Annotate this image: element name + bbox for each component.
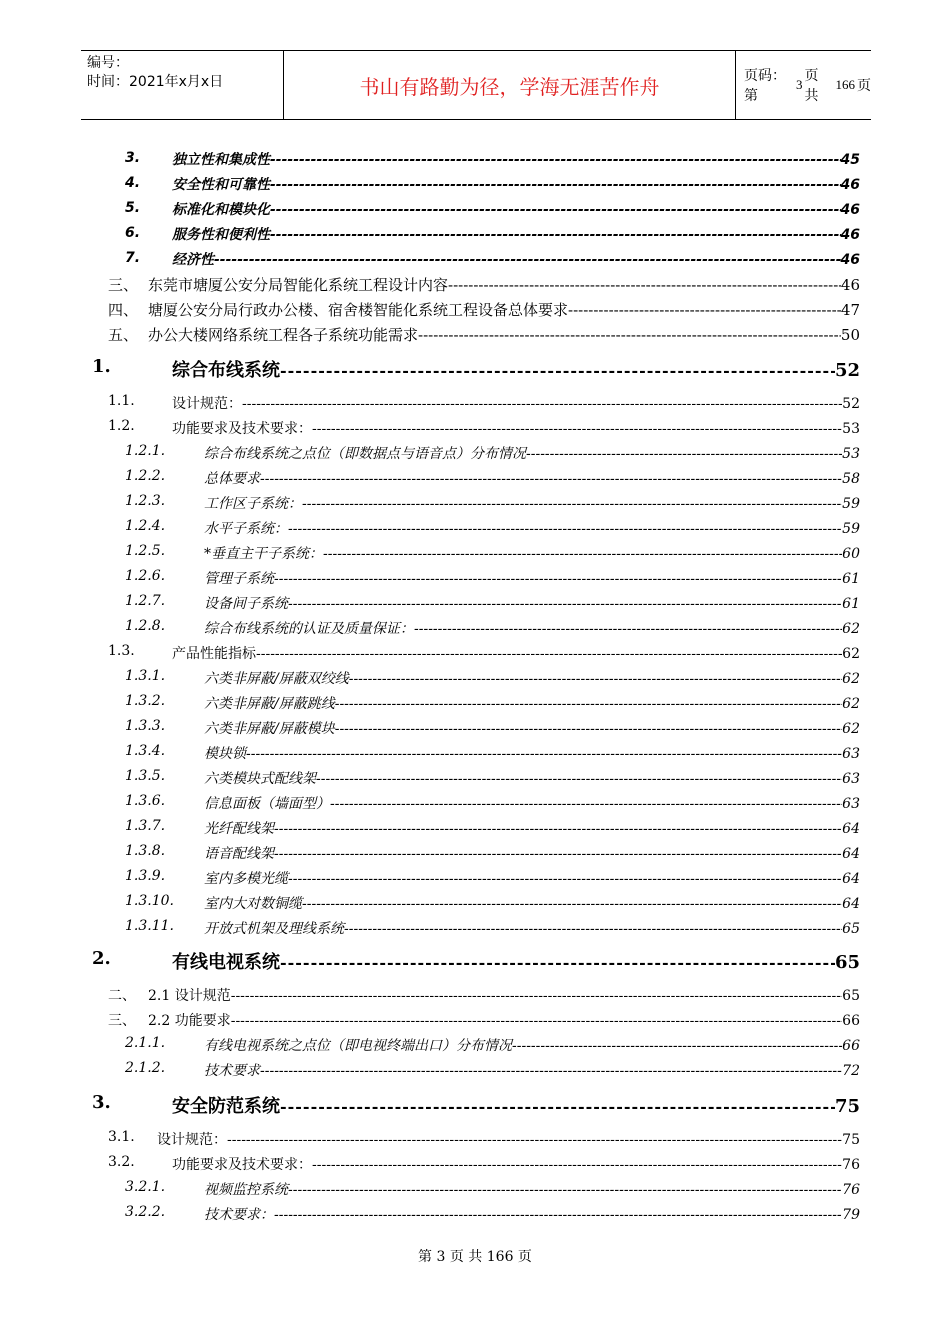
toc-entry[interactable] (0, 743, 950, 765)
toc-entry-page: 75 (834, 1096, 860, 1117)
toc-leader (316, 771, 842, 787)
toc-entry-number: 五、 (108, 326, 139, 344)
toc-entry-title: 总体要求 (204, 471, 260, 487)
toc-entry-line (204, 668, 860, 688)
toc-entry-title: 2.1 设计规范 (148, 988, 231, 1004)
toc-entry-page: 65 (834, 952, 860, 973)
toc-entry[interactable] (0, 1035, 950, 1057)
toc-entry-page: 62 (842, 696, 860, 712)
toc-entry-page: 62 (842, 671, 860, 687)
toc-entry-number: 1.3.1. (125, 668, 166, 684)
toc-entry-page: 61 (842, 596, 860, 612)
toc-leader (568, 301, 841, 319)
toc-entry-line (172, 199, 860, 219)
toc-leader (274, 821, 842, 837)
toc-entry[interactable] (0, 718, 950, 740)
toc-entry-title: 设计规范： (157, 1132, 227, 1148)
toc-entry-page: 45 (840, 152, 860, 168)
toc-entry-number: 1. (92, 356, 111, 377)
toc-entry-line (204, 743, 860, 763)
toc-chapter[interactable] (0, 356, 950, 382)
toc-entry-title: 2.2 功能要求 (148, 1013, 231, 1029)
toc-entry-line (204, 568, 860, 588)
toc-leader (260, 471, 842, 487)
toc-entry-page: 52 (834, 360, 860, 381)
toc-entry[interactable] (0, 918, 950, 940)
toc-entry-title: 标准化和模块化 (172, 202, 270, 218)
toc-entry[interactable] (0, 518, 950, 540)
toc-entry[interactable] (0, 868, 950, 890)
toc-leader (246, 746, 842, 762)
toc-entry-page: 59 (842, 496, 860, 512)
toc-leader (512, 1038, 842, 1054)
toc-entry-line (204, 1060, 860, 1080)
toc-entry-title: 视频监控系统 (204, 1182, 288, 1198)
toc-entry-page: 76 (842, 1182, 860, 1198)
toc-entry-title: 塘厦公安分局行政办公楼、宿舍楼智能化系统工程设备总体要求 (148, 301, 569, 319)
page-footer: 第 3 页 共 166 页 (418, 1249, 532, 1265)
toc-entry-line (157, 1129, 860, 1149)
toc-entry-line (172, 418, 860, 438)
toc-entry-title: 室内大对数铜缆 (204, 896, 302, 912)
toc-entry-page: 62 (842, 721, 860, 737)
toc-entry-number: 1.3.2. (125, 693, 166, 709)
toc-leader (335, 696, 842, 712)
toc-entry[interactable] (0, 643, 950, 665)
toc-entry-title: 设备间子系统 (204, 596, 288, 612)
toc-entry-title: 模块锁 (204, 746, 246, 762)
toc-entry[interactable] (0, 324, 950, 346)
toc-entry-number: 3.2. (108, 1154, 135, 1170)
toc-leader (274, 846, 842, 862)
toc-entry-number: 1.3.10. (125, 893, 174, 909)
toc-entry[interactable] (0, 593, 950, 615)
toc-entry[interactable] (0, 249, 950, 271)
toc-chapter[interactable] (0, 1092, 950, 1118)
toc-entry-number: 2. (92, 948, 111, 969)
toc-entry-number: 1.2.1. (125, 443, 166, 459)
toc-entry-title: 功能要求及技术要求： (172, 1157, 312, 1173)
toc-entry-number: 3.2.1. (125, 1179, 166, 1195)
toc-leader (323, 546, 842, 562)
toc-entry-number: 5. (125, 200, 141, 216)
toc-leader (330, 796, 842, 812)
toc-entry-number: 1.2.8. (125, 618, 166, 634)
toc-entry-title: 综合布线系统之点位（即数据点与语音点）分布情况 (204, 446, 526, 462)
toc-entry-page: 66 (842, 1013, 860, 1029)
toc-entry[interactable] (0, 668, 950, 690)
toc-entry-line (204, 443, 860, 463)
toc-entry-line (204, 543, 860, 563)
toc-leader (227, 1132, 842, 1148)
toc-entry-number: 1.2.6. (125, 568, 166, 584)
toc-entry-page: 76 (842, 1157, 860, 1173)
toc-entry-title: *垂直主干子系统： (204, 546, 323, 562)
toc-leader (270, 227, 841, 243)
toc-entry-page: 60 (842, 546, 860, 562)
toc-entry-number: 3. (125, 150, 141, 166)
toc-leader (270, 177, 841, 193)
toc-entry-line (204, 768, 860, 788)
toc-entry[interactable] (0, 818, 950, 840)
toc-entry[interactable] (0, 1060, 950, 1082)
toc-entry[interactable] (0, 199, 950, 221)
toc-entry-line (172, 948, 860, 974)
toc-entry-title: 东莞市塘厦公安分局智能化系统工程设计内容 (148, 276, 449, 294)
toc-entry-title: 六类非屏蔽/屏蔽双绞线 (204, 671, 349, 687)
toc-leader (274, 1207, 842, 1223)
toc-entry-title: 光纤配线架 (204, 821, 274, 837)
toc-entry-title: 独立性和集成性 (172, 152, 270, 168)
toc-entry-number: 1.1. (108, 393, 135, 409)
toc-leader (349, 671, 842, 687)
toc-entry-title: 技术要求 (204, 1063, 260, 1079)
toc-leader (312, 421, 842, 437)
toc-entry-title: 六类模块式配线架 (204, 771, 316, 787)
toc-leader (231, 1013, 842, 1029)
toc-entry[interactable] (0, 793, 950, 815)
toc-entry[interactable] (0, 418, 950, 440)
toc-entry-title: 六类非屏蔽/屏蔽跳线 (204, 696, 335, 712)
toc-entry-number: 1.3.8. (125, 843, 166, 859)
toc-entry-title: 管理子系统 (204, 571, 274, 587)
toc-entry-number: 1.3.6. (125, 793, 166, 809)
toc-entry-line (204, 468, 860, 488)
toc-entry-page: 63 (842, 746, 860, 762)
toc-entry-line (148, 299, 860, 320)
toc-entry-title: 设计规范： (172, 396, 242, 412)
page-mid: 页 共 (804, 68, 819, 104)
toc-entry[interactable] (0, 543, 950, 565)
header-motto: 书山有路勤为径，学海无涯苦作舟 (284, 51, 736, 119)
toc-entry-line (172, 393, 860, 413)
toc-leader (414, 621, 842, 637)
toc-entry-page: 64 (842, 871, 860, 887)
toc-entry[interactable] (0, 618, 950, 640)
toc-entry-number: 1.3.11. (125, 918, 174, 934)
toc-leader (288, 871, 842, 887)
toc-entry-title: 语音配线架 (204, 846, 274, 862)
toc-entry-number: 三、 (108, 1013, 136, 1029)
toc-entry-number: 4. (125, 175, 141, 191)
toc-entry-title: 安全防范系统 (172, 1096, 280, 1117)
toc-leader (335, 721, 842, 737)
toc-entry-page: 62 (842, 621, 860, 637)
toc-entry-title: 办公大楼网络系统工程各子系统功能需求 (148, 326, 419, 344)
toc-entry-number: 三、 (108, 276, 139, 294)
toc-entry-title: 工作区子系统： (204, 496, 302, 512)
toc-entry[interactable] (0, 1129, 950, 1151)
toc-entry[interactable] (0, 274, 950, 296)
toc-entry-line (172, 356, 860, 382)
toc-leader (288, 1182, 842, 1198)
toc-leader (280, 361, 835, 380)
toc-entry-number: 二、 (108, 988, 136, 1004)
toc-entry[interactable] (0, 174, 950, 196)
toc-entry-page: 65 (842, 921, 860, 937)
toc-entry-line (204, 1179, 860, 1199)
toc-entry[interactable] (0, 224, 950, 246)
toc-entry-line (204, 618, 860, 638)
toc-entry-line (148, 324, 860, 345)
toc-entry-page: 46 (840, 227, 860, 243)
page-prefix: 页码：第 (744, 68, 786, 104)
toc-entry-title: 水平子系统： (204, 521, 288, 537)
toc-leader (214, 252, 841, 268)
toc-entry-number: 1.3.4. (125, 743, 166, 759)
toc-leader (270, 202, 841, 218)
toc-leader (288, 596, 842, 612)
page-suffix: 页 (857, 78, 871, 94)
toc-entry[interactable] (0, 393, 950, 415)
toc-entry-number: 四、 (108, 301, 139, 319)
toc-entry-number: 3.1. (108, 1129, 135, 1145)
toc-entry-page: 50 (840, 326, 860, 344)
toc-entry-number: 1.2.7. (125, 593, 166, 609)
toc-entry-line (148, 985, 860, 1005)
toc-entry-title: 信息面板（墙面型） (204, 796, 330, 812)
document-time-label: 时间：2021年x月x日 (87, 74, 224, 90)
toc-entry[interactable] (0, 693, 950, 715)
toc-entry[interactable] (0, 893, 950, 915)
toc-entry-number: 1.3.7. (125, 818, 166, 834)
toc-entry-line (204, 893, 860, 913)
toc-entry-line (204, 843, 860, 863)
toc-entry-number: 3. (92, 1092, 111, 1113)
toc-leader (242, 396, 842, 412)
toc-leader (274, 571, 842, 587)
toc-entry[interactable] (0, 443, 950, 465)
toc-entry-line (204, 1035, 860, 1055)
toc-entry-page: 46 (840, 202, 860, 218)
toc-entry-page: 62 (842, 646, 860, 662)
toc-leader (302, 896, 842, 912)
toc-entry-page: 75 (842, 1132, 860, 1148)
toc-leader (418, 326, 841, 344)
toc-leader (288, 521, 842, 537)
toc-entry-line (204, 718, 860, 738)
toc-leader (270, 152, 841, 168)
toc-leader (231, 988, 842, 1004)
toc-entry-title: 开放式机架及理线系统 (204, 921, 344, 937)
toc-entry-page: 61 (842, 571, 860, 587)
toc-entry[interactable] (0, 1179, 950, 1201)
toc-entry-line (172, 643, 860, 663)
toc-entry-page: 46 (840, 177, 860, 193)
toc-entry-line (172, 149, 860, 169)
toc-entry-number: 1.3. (108, 643, 135, 659)
toc-leader (302, 496, 842, 512)
toc-entry-number: 1.2.2. (125, 468, 166, 484)
toc-entry-page: 46 (840, 252, 860, 268)
toc-entry-number: 1.2.4. (125, 518, 166, 534)
toc-entry-page: 66 (842, 1038, 860, 1054)
toc-entry-line (172, 174, 860, 194)
toc-entry-line (204, 1204, 860, 1224)
toc-entry-line (172, 1154, 860, 1174)
toc-entry[interactable] (0, 149, 950, 171)
toc-entry[interactable] (0, 768, 950, 790)
toc-entry[interactable] (0, 493, 950, 515)
toc-entry-number: 1.3.5. (125, 768, 166, 784)
toc-entry-page: 59 (842, 521, 860, 537)
toc-entry-title: 经济性 (172, 252, 214, 268)
toc-leader (312, 1157, 842, 1173)
toc-entry[interactable] (0, 1154, 950, 1176)
toc-entry-line (204, 793, 860, 813)
toc-entry[interactable] (0, 985, 950, 1007)
toc-entry-number: 1.3.9. (125, 868, 166, 884)
toc-leader (280, 1097, 835, 1116)
toc-entry-title: 综合布线系统的认证及质量保证： (204, 621, 414, 637)
toc-entry-page: 47 (840, 301, 860, 319)
toc-entry-number: 3.2.2. (125, 1204, 166, 1220)
document-code-label: 编号： (87, 55, 129, 71)
toc-entry[interactable] (0, 568, 950, 590)
toc-entry-title: 有线电视系统 (172, 952, 280, 973)
toc-entry-page: 58 (842, 471, 860, 487)
toc-entry-page: 79 (842, 1207, 860, 1223)
toc-entry-title: 技术要求： (204, 1207, 274, 1223)
page-total: 166 (835, 77, 855, 92)
toc-entry-page: 46 (840, 276, 860, 294)
toc-entry[interactable] (0, 299, 950, 321)
toc-leader (344, 921, 842, 937)
toc-entry-title: 功能要求及技术要求： (172, 421, 312, 437)
toc-entry-page: 63 (842, 796, 860, 812)
toc-entry-title: 六类非屏蔽/屏蔽模块 (204, 721, 335, 737)
toc-leader (526, 446, 842, 462)
toc-entry-line (172, 249, 860, 269)
toc-entry-page: 64 (842, 821, 860, 837)
toc-entry[interactable] (0, 843, 950, 865)
toc-entry-number: 7. (125, 250, 141, 266)
toc-entry-line (204, 693, 860, 713)
toc-entry-page: 65 (842, 988, 860, 1004)
toc-entry-number: 1.2.5. (125, 543, 166, 559)
toc-entry[interactable] (0, 1010, 950, 1032)
toc-entry-number: 1.2.3. (125, 493, 166, 509)
toc-entry-line (204, 518, 860, 538)
toc-entry-page: 52 (842, 396, 860, 412)
toc-entry-page: 64 (842, 896, 860, 912)
toc-entry-line (148, 1010, 860, 1030)
toc-entry-page: 53 (842, 446, 860, 462)
toc-entry-title: 综合布线系统 (172, 360, 280, 381)
toc-entry-number: 2.1.2. (125, 1060, 166, 1076)
toc-entry-line (204, 493, 860, 513)
toc-entry-title: 安全性和可靠性 (172, 177, 270, 193)
toc-entry-line (172, 1092, 860, 1118)
toc-entry-line (204, 918, 860, 938)
toc-leader (260, 1063, 842, 1079)
toc-entry[interactable] (0, 1204, 950, 1226)
toc-entry-number: 1.2. (108, 418, 135, 434)
toc-entry-title: 产品性能指标 (172, 646, 256, 662)
toc-entry-page: 63 (842, 771, 860, 787)
toc-chapter[interactable] (0, 948, 950, 974)
toc-entry-number: 2.1.1. (125, 1035, 166, 1051)
toc-entry-line (204, 868, 860, 888)
toc-entry-line (204, 818, 860, 838)
toc-leader (280, 953, 835, 972)
toc-entry-page: 64 (842, 846, 860, 862)
toc-entry-number: 1.3.3. (125, 718, 166, 734)
toc-entry-page: 53 (842, 421, 860, 437)
toc-entry-line (204, 593, 860, 613)
toc-leader (448, 276, 841, 294)
toc-entry-page: 72 (842, 1063, 860, 1079)
toc-entry-line (172, 224, 860, 244)
toc-entry-title: 服务性和便利性 (172, 227, 270, 243)
toc-entry[interactable] (0, 468, 950, 490)
toc-entry-title: 室内多模光缆 (204, 871, 288, 887)
toc-entry-title: 有线电视系统之点位（即电视终端出口）分布情况 (204, 1038, 512, 1054)
page-number: 3 (796, 77, 803, 92)
toc-entry-number: 6. (125, 225, 141, 241)
toc-entry-line (148, 274, 860, 295)
toc-leader (256, 646, 842, 662)
